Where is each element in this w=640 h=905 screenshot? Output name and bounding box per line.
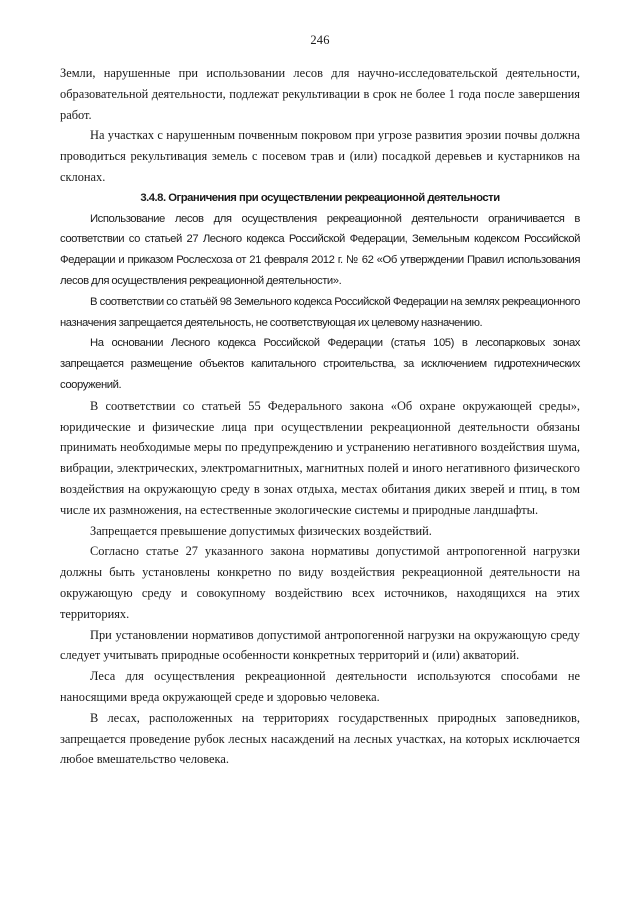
paragraph-erosion-reclamation: На участках с нарушенным почвенным покровом при угрозе развития эрозии почвы должна проводиться рекультивация земель с посевом трав и (или) посадкой деревьев и кустарников на склонах.	[60, 128, 580, 184]
paragraph-reclamation-deadline: Земли, нарушенные при использовании лесов для научно-исследовательской деятельности, образовательной деятельности, подлежат рекультивации в срок не более 1 года после завершения работ.	[60, 66, 580, 122]
page-number: 246	[310, 33, 330, 47]
paragraph-land-code-article-98: В соответствии со статьёй 98 Земельного кодекса Российской Федерации на землях рекреационного назначения запрещается деятельность, не соответствующая их целевому назначению.	[60, 295, 580, 329]
paragraph-nature-reserves: В лесах, расположенных на территориях государственных природных заповедников, запрещается проведение рубок лесных насаждений на лесных участках, на которых исключается любое вмешательство человека.	[60, 710, 580, 767]
paragraph-anthropogenic-load-norms: Согласно статье 27 указанного закона нормативы допустимой антропогенной нагрузки должны быть установлены конкретно по виду воздействия рекреационной деятельности на окружающую среду и совокупному воздействию всех источников, находящихся на этих территориях.	[60, 544, 580, 621]
paragraph-physical-impact-ban: Запрещается превышение допустимых физических воздействий.	[90, 523, 432, 538]
paragraph-forest-code-article-105: На основании Лесного кодекса Российской Федерации (статья 105) в лесопарковых зонах запрещается размещение объектов капитального строительства, за исключением гидротехнических сооружений.	[60, 337, 580, 391]
page-body	[60, 63, 580, 770]
paragraph-natural-features: При установлении нормативов допустимой антропогенной нагрузки на окружающую среду следует учитывать природные особенности конкретных территорий и (или) акваторий.	[60, 627, 580, 663]
paragraph-recreation-limits: Использование лесов для осуществления рекреационной деятельности ограничивается в соответствии со статьей 27 Лесного кодекса Российской Федерации, Земельным кодексом Российской Федерации и приказом Рослесхоза от 21 февраля 2012 г. № 62 «Об утверждении Правил использования лесов для осуществления рекреационной деятельности».	[60, 212, 580, 287]
paragraph-environment-law-article-55: В соответствии со статьей 55 Федерального закона «Об охране окружающей среды», юридические и физические лица при осуществлении рекреационной деятельности обязаны принимать необходимые меры по предупреждению и устранению негативного воздействия шума, вибрации, электрических, электромагнитных, магнитных полей и иного негативного физического воздействия на окружающую среду в зонах отдыха, местах обитания диких зверей и птиц, в том числе их размножения, на естественные экологические системы и природные ландшафты.	[60, 398, 580, 517]
paragraph-non-harmful-methods: Леса для осуществления рекреационной деятельности используются способами не наносящими вреда окружающей среде и здоровью человека.	[60, 669, 580, 704]
section-heading: 3.4.8. Ограничения при осуществлении рекреационной деятельности	[140, 191, 500, 204]
